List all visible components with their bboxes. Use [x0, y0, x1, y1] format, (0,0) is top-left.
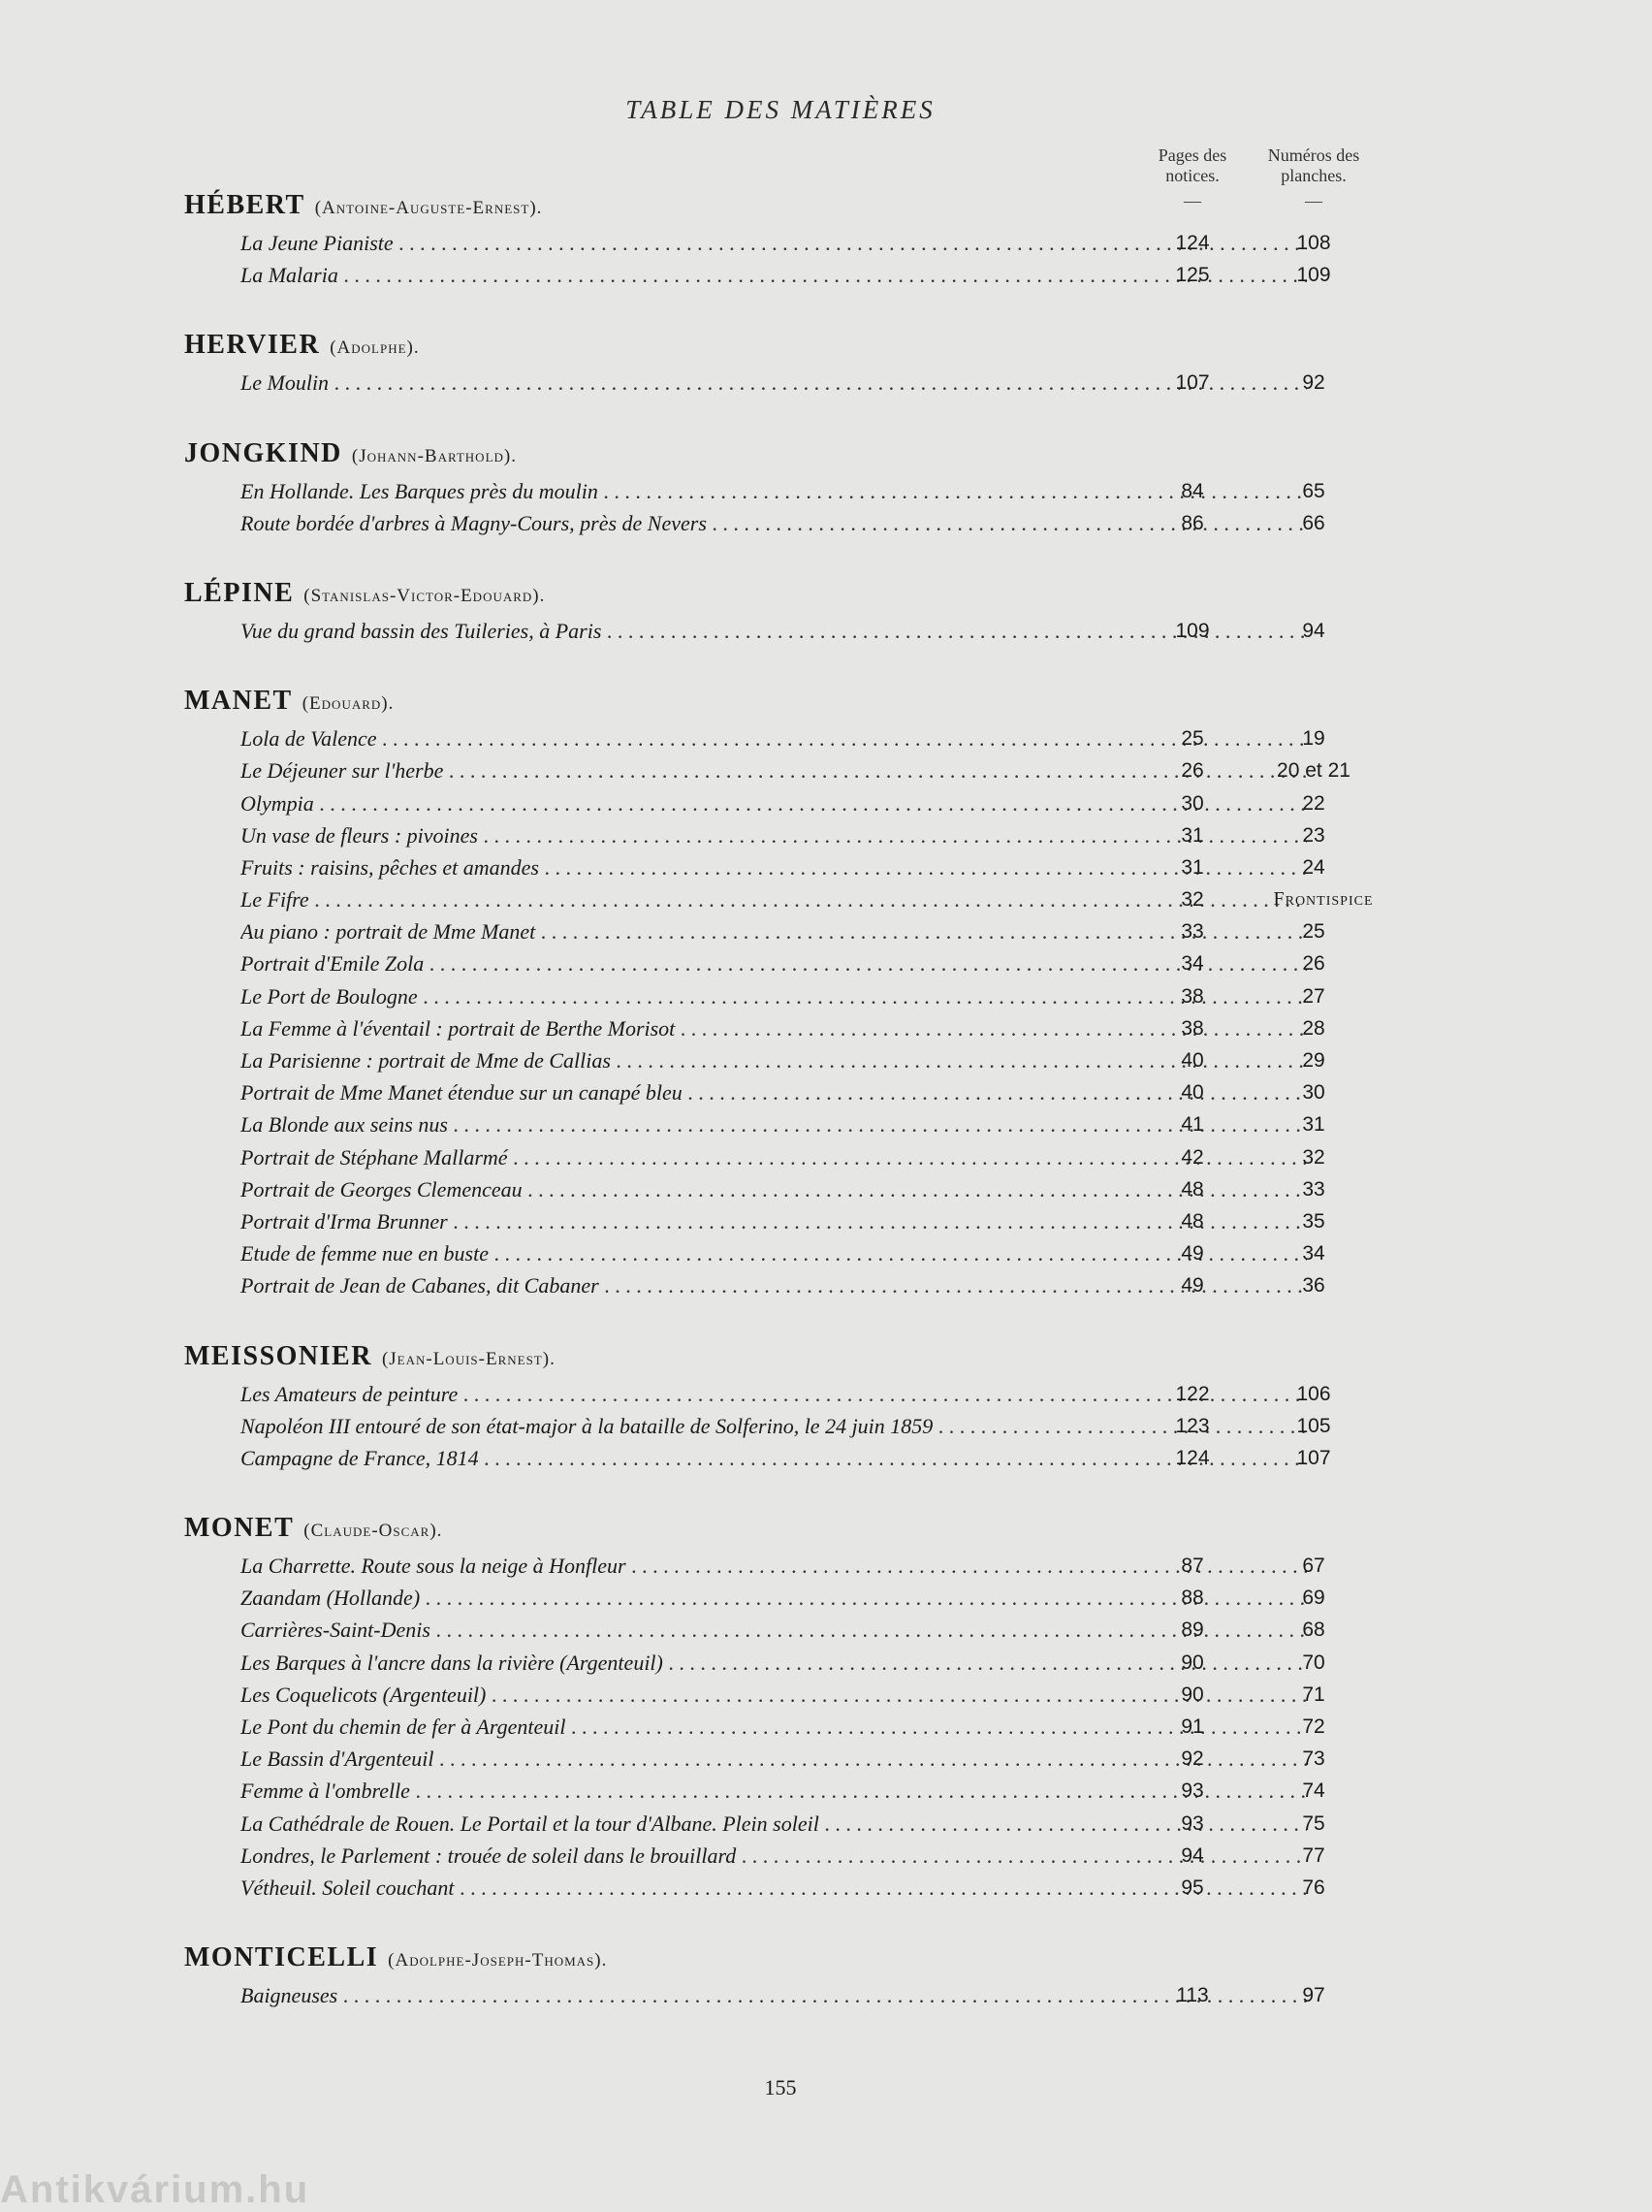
artist-given-names: (Antoine-Auguste-Ernest). [314, 198, 543, 218]
column-header-plates-line2: planches. [1281, 166, 1347, 185]
notice-page-number: 48 [1181, 1177, 1204, 1201]
notice-page-number: 38 [1181, 984, 1204, 1008]
list-item [184, 1378, 1406, 1410]
plate-number: 77 [1302, 1843, 1325, 1867]
plate-number: 72 [1302, 1715, 1325, 1738]
notice-page-number: 92 [1181, 1747, 1204, 1771]
plate-number: 31 [1302, 1113, 1325, 1137]
notice-page-number: 26 [1181, 759, 1204, 783]
table-of-contents [184, 184, 1406, 2011]
works-list [184, 1550, 1406, 1904]
list-item [184, 259, 1406, 291]
list-item [184, 851, 1406, 883]
work-title: Les Barques à l'ancre dans la rivière (Argenteuil) . . . [240, 1647, 1307, 1679]
notice-page-number: 31 [1181, 823, 1204, 847]
work-title: Napoléon III entouré de son état-major à la bataille de Solferino, le 24 juin 1859 . . . [240, 1410, 1307, 1442]
notice-page-number: 95 [1181, 1875, 1204, 1899]
artist-section [184, 433, 1406, 539]
artist-name: MONTICELLI [184, 1942, 379, 1973]
plate-number: 36 [1302, 1274, 1325, 1298]
artist-heading [184, 680, 1406, 722]
work-title: Les Coquelicots (Argenteuil) . . . [240, 1679, 1307, 1711]
list-item [184, 1808, 1406, 1840]
artist-heading [184, 1507, 1406, 1550]
plate-number: 22 [1302, 791, 1325, 815]
plate-number: 105 [1296, 1414, 1331, 1437]
plate-number: 108 [1296, 232, 1331, 254]
notice-page-number: 31 [1181, 855, 1204, 879]
plate-number: 32 [1302, 1145, 1325, 1169]
work-title: Un vase de fleurs : pivoines . . . [240, 819, 1307, 851]
plate-number: 70 [1302, 1651, 1325, 1674]
plate-number: 65 [1302, 479, 1325, 502]
notice-page-number: 88 [1181, 1587, 1204, 1610]
list-item [184, 507, 1406, 539]
column-header-plates-line1: Numéros des [1267, 145, 1360, 165]
plate-number: 109 [1296, 264, 1331, 287]
work-title: Vétheuil. Soleil couchant . . . [240, 1872, 1307, 1904]
list-item [184, 1614, 1406, 1646]
artist-section [184, 184, 1406, 291]
list-item [184, 819, 1406, 851]
notice-page-number: 49 [1181, 1274, 1204, 1298]
list-item [184, 1775, 1406, 1807]
artist-given-names: (Claude-Oscar). [303, 1521, 443, 1542]
artist-name: MONET [184, 1513, 295, 1544]
list-item [184, 1012, 1406, 1044]
notice-page-number: 30 [1181, 791, 1204, 815]
work-title: Portrait d'Emile Zola . . . [240, 947, 1307, 979]
list-item [184, 227, 1406, 259]
work-title: Au piano : portrait de Mme Manet . . . [240, 915, 1307, 947]
list-item [184, 1173, 1406, 1205]
plate-number: Frontispice [1273, 888, 1374, 911]
work-title: Portrait de Mme Manet étendue sur un canapé bleu . . . [240, 1076, 1307, 1108]
notice-page-number: 113 [1176, 1984, 1209, 2007]
notice-page-number: 84 [1181, 479, 1204, 502]
column-header-pages-line1: Pages des [1158, 145, 1227, 165]
artist-name: HERVIER [184, 330, 321, 361]
work-title: La Femme à l'éventail : portrait de Berthe Morisot . . . [240, 1012, 1307, 1044]
section-spacer [184, 1302, 1406, 1335]
work-title: Olympia . . . [240, 787, 1307, 819]
work-title: La Malaria . . . [240, 259, 1307, 291]
plate-number: 27 [1302, 984, 1325, 1008]
notice-page-number: 33 [1181, 920, 1204, 944]
notice-page-number: 109 [1175, 619, 1210, 642]
work-title: La Parisienne : portrait de Mme de Callias . . . [240, 1044, 1307, 1076]
notice-page-number: 25 [1181, 727, 1204, 751]
artist-section [184, 1335, 1406, 1475]
plate-number: 24 [1302, 855, 1325, 879]
list-item [184, 1410, 1406, 1442]
plate-number: 29 [1302, 1049, 1325, 1072]
list-item [184, 1205, 1406, 1237]
artist-name: JONGKIND [184, 437, 342, 468]
plate-number: 71 [1302, 1683, 1325, 1706]
notice-page-number: 125 [1175, 264, 1210, 287]
work-title: Baigneuses . . . [240, 1979, 1307, 2011]
work-title: Le Port de Boulogne . . . [240, 980, 1307, 1012]
artist-section [184, 1507, 1406, 1904]
notice-page-number: 91 [1181, 1715, 1204, 1738]
list-item [184, 722, 1406, 754]
notice-page-number: 34 [1181, 952, 1204, 976]
plate-number: 26 [1302, 952, 1325, 976]
plate-number: 74 [1302, 1779, 1325, 1803]
list-item [184, 1743, 1406, 1775]
work-title: La Cathédrale de Rouen. Le Portail et la tour d'Albane. Plein soleil . . . [240, 1808, 1307, 1840]
plate-number: 69 [1302, 1587, 1325, 1610]
notice-page-number: 94 [1181, 1843, 1204, 1867]
notice-page-number: 107 [1175, 371, 1210, 395]
notice-page-number: 40 [1181, 1049, 1204, 1072]
plate-number: 19 [1302, 727, 1325, 751]
running-title: TABLE DES MATIÈRES [625, 95, 936, 124]
artist-section [184, 680, 1406, 1301]
plate-number: 106 [1296, 1382, 1331, 1405]
list-item [184, 1679, 1406, 1711]
artist-given-names: (Edouard). [302, 693, 395, 715]
notice-page-number: 49 [1181, 1242, 1204, 1266]
list-item [184, 787, 1406, 819]
works-list [184, 227, 1406, 291]
list-item [184, 367, 1406, 399]
plate-number: 34 [1302, 1242, 1325, 1266]
artist-given-names: (Adolphe-Joseph-Thomas). [388, 1950, 608, 1972]
work-title: En Hollande. Les Barques près du moulin . . . [240, 475, 1307, 507]
work-title: Carrières-Saint-Denis . . . [240, 1614, 1307, 1646]
notice-page-number: 124 [1175, 232, 1210, 254]
plate-number: 66 [1302, 511, 1325, 534]
notice-page-number: 40 [1181, 1081, 1204, 1105]
list-item [184, 1141, 1406, 1173]
section-spacer [184, 291, 1406, 324]
plate-number: 92 [1302, 371, 1325, 395]
work-title: Les Amateurs de peinture . . . [240, 1378, 1307, 1410]
artist-name: LÉPINE [184, 577, 295, 608]
work-title: Femme à l'ombrelle . . . [240, 1775, 1307, 1807]
work-title: La Charrette. Route sous la neige à Honfleur . . . [240, 1550, 1307, 1582]
works-list [184, 1979, 1406, 2011]
work-title: Le Déjeuner sur l'herbe . . . [240, 754, 1307, 786]
plate-number: 68 [1302, 1619, 1325, 1642]
work-title: Portrait d'Irma Brunner . . . [240, 1205, 1307, 1237]
artist-heading [184, 433, 1406, 475]
work-title: Portrait de Jean de Cabanes, dit Cabaner . . . [240, 1269, 1307, 1301]
list-item [184, 1647, 1406, 1679]
list-item [184, 1044, 1406, 1076]
list-item [184, 1840, 1406, 1872]
artist-heading [184, 1937, 1406, 1979]
artist-given-names: (Jean-Louis-Ernest). [381, 1348, 556, 1369]
works-list [184, 475, 1406, 539]
plate-number: 67 [1302, 1555, 1325, 1578]
work-title: Le Fifre . . . [240, 883, 1307, 915]
notice-page-number: 41 [1181, 1113, 1204, 1137]
work-title: Fruits : raisins, pêches et amandes . . . [240, 851, 1307, 883]
list-item [184, 1979, 1406, 2011]
work-title: Vue du grand bassin des Tuileries, à Paris . . . [240, 615, 1307, 647]
artist-heading [184, 184, 1406, 227]
notice-page-number: 90 [1181, 1683, 1204, 1706]
notice-page-number: 123 [1175, 1414, 1210, 1437]
plate-number: 23 [1302, 823, 1325, 847]
list-item [184, 915, 1406, 947]
plate-number: 75 [1302, 1811, 1325, 1835]
list-item [184, 1108, 1406, 1140]
plate-number: 30 [1302, 1081, 1325, 1105]
work-title: La Jeune Pianiste . . . [240, 227, 1307, 259]
section-spacer [184, 647, 1406, 680]
notice-page-number: 38 [1181, 1016, 1204, 1040]
notice-page-number: 93 [1181, 1779, 1204, 1803]
artist-section [184, 1937, 1406, 2011]
section-spacer [184, 400, 1406, 433]
list-item [184, 1076, 1406, 1108]
work-title: Le Bassin d'Argenteuil . . . [240, 1743, 1307, 1775]
notice-page-number: 93 [1181, 1811, 1204, 1835]
list-item [184, 615, 1406, 647]
work-title: Portrait de Georges Clemenceau . . . [240, 1173, 1307, 1205]
list-item [184, 1550, 1406, 1582]
list-item [184, 1872, 1406, 1904]
artist-given-names: (Adolphe). [330, 337, 420, 359]
plate-number: 35 [1302, 1209, 1325, 1233]
works-list [184, 615, 1406, 647]
section-spacer [184, 1474, 1406, 1507]
plate-number: 94 [1302, 619, 1325, 642]
list-item [184, 475, 1406, 507]
watermark: Antikvárium.hu [0, 2168, 310, 2211]
plate-number: 33 [1302, 1177, 1325, 1201]
plate-number: 76 [1302, 1875, 1325, 1899]
artist-section [184, 324, 1406, 399]
works-list [184, 1378, 1406, 1475]
artist-given-names: (Stanislas-Victor-Edouard). [303, 585, 546, 606]
work-title: Londres, le Parlement : trouée de soleil dans le brouillard . . . [240, 1840, 1307, 1872]
notice-page-number: 86 [1181, 511, 1204, 534]
notice-page-number: 42 [1181, 1145, 1204, 1169]
artist-section [184, 572, 1406, 647]
page-number: 155 [764, 2075, 797, 2100]
list-item [184, 1582, 1406, 1614]
work-title: Campagne de France, 1814 . . . [240, 1442, 1307, 1474]
work-title: Portrait de Stéphane Mallarmé . . . [240, 1141, 1307, 1173]
plate-number: 107 [1296, 1446, 1331, 1469]
works-list [184, 367, 1406, 399]
artist-heading [184, 324, 1406, 367]
list-item [184, 1711, 1406, 1743]
column-header-plates-dash: — [1305, 191, 1322, 210]
list-item [184, 947, 1406, 979]
work-title: Zaandam (Hollande) . . . [240, 1582, 1307, 1614]
column-header-pages-line2: notices. [1165, 166, 1220, 185]
list-item [184, 883, 1406, 915]
works-list [184, 722, 1406, 1301]
list-item [184, 754, 1406, 786]
list-item [184, 1269, 1406, 1301]
artist-name: MEISSONIER [184, 1340, 372, 1371]
work-title: La Blonde aux seins nus . . . [240, 1108, 1307, 1140]
notice-page-number: 124 [1175, 1446, 1210, 1469]
plate-number: 25 [1302, 920, 1325, 944]
notice-page-number: 90 [1181, 1651, 1204, 1674]
artist-given-names: (Johann-Barthold). [351, 445, 517, 466]
notice-page-number: 87 [1181, 1555, 1204, 1578]
section-spacer [184, 539, 1406, 572]
artist-heading [184, 1335, 1406, 1378]
list-item [184, 980, 1406, 1012]
notice-page-number: 32 [1181, 888, 1204, 912]
column-header-pages-dash: — [1184, 191, 1201, 210]
plate-number: 20 et 21 [1277, 759, 1350, 783]
artist-name: MANET [184, 686, 293, 717]
plate-number: 28 [1302, 1016, 1325, 1040]
work-title: Route bordée d'arbres à Magny-Cours, près de Nevers . . . [240, 507, 1307, 539]
notice-page-number: 48 [1181, 1209, 1204, 1233]
list-item [184, 1442, 1406, 1474]
list-item [184, 1237, 1406, 1269]
plate-number: 73 [1302, 1747, 1325, 1771]
section-spacer [184, 1904, 1406, 1937]
notice-page-number: 89 [1181, 1619, 1204, 1642]
work-title: Le Moulin . . . [240, 367, 1307, 399]
artist-heading [184, 572, 1406, 615]
notice-page-number: 122 [1175, 1382, 1210, 1405]
work-title: Etude de femme nue en buste . . . [240, 1237, 1307, 1269]
work-title: Lola de Valence . . . [240, 722, 1307, 754]
work-title: Le Pont du chemin de fer à Argenteuil . . . [240, 1711, 1307, 1743]
plate-number: 97 [1302, 1984, 1325, 2007]
artist-name: HÉBERT [184, 190, 305, 220]
